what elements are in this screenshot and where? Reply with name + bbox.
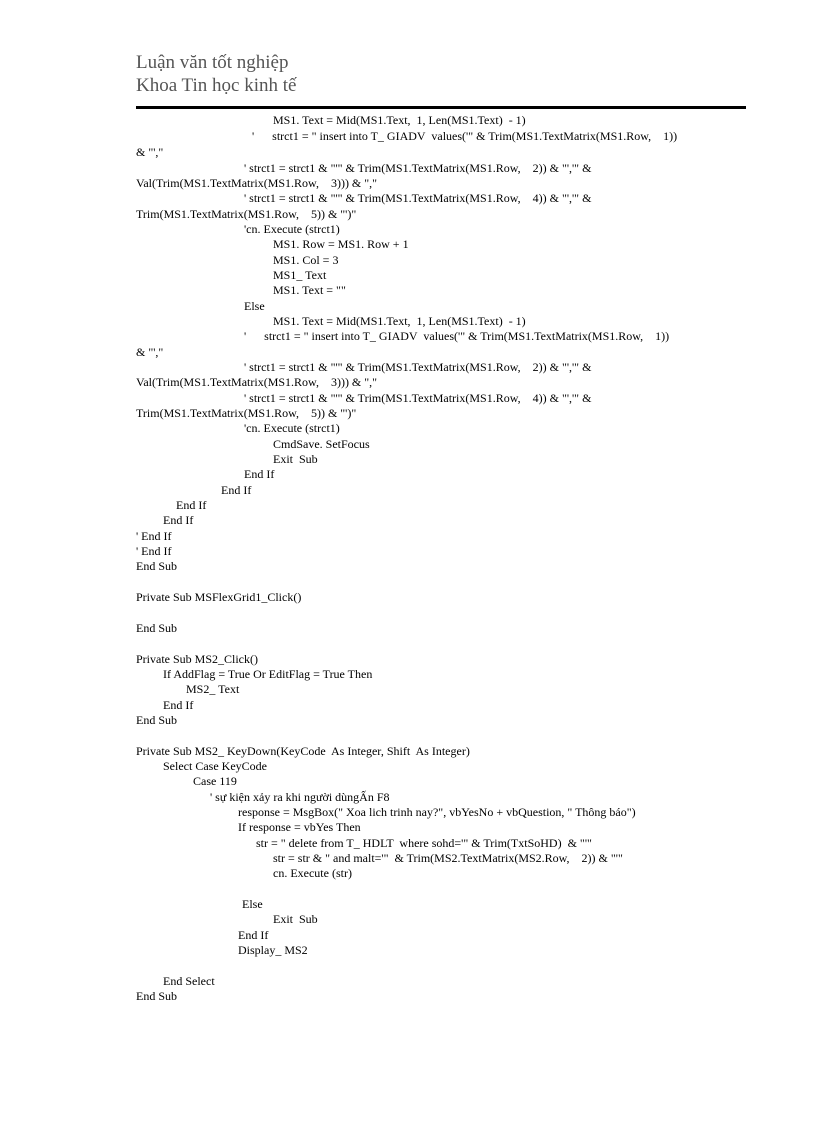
code-line: Exit Sub <box>273 452 318 466</box>
code-line: str = " delete from T_ HDLT where sohd='" & Trim(TxtSoHD) & "'" <box>256 836 592 850</box>
code-line: Trim(MS1.TextMatrix(MS1.Row, 5)) & "')" <box>136 406 357 420</box>
code-line: Private Sub MSFlexGrid1_Click() <box>136 590 302 604</box>
code-line: cn. Execute (str) <box>273 866 352 880</box>
code-line: End Sub <box>136 621 178 635</box>
code-line: & "'," <box>136 145 164 159</box>
code-line: ' strct1 = strct1 & "'" & Trim(MS1.TextMatrix(MS1.Row, 2)) & "','" & <box>244 360 592 374</box>
code-line: Exit Sub <box>273 912 318 926</box>
code-line: End Sub <box>136 713 178 727</box>
code-line: MS2_ Text <box>186 682 240 696</box>
code-line: MS1. Text = Mid(MS1.Text, 1, Len(MS1.Text) - 1) <box>273 113 526 127</box>
code-line: str = str & " and malt='" & Trim(MS2.TextMatrix(MS2.Row, 2)) & "'" <box>273 851 623 865</box>
code-line: If response = vbYes Then <box>238 820 361 834</box>
code-line: Case 119 <box>193 774 237 788</box>
code-line: ' strct1 = strct1 & "'" & Trim(MS1.TextMatrix(MS1.Row, 4)) & "','" & <box>244 391 592 405</box>
code-line: Else <box>244 299 265 313</box>
code-line: CmdSave. SetFocus <box>273 437 370 451</box>
code-line: ' End If <box>136 544 172 558</box>
code-line: End If <box>176 498 207 512</box>
code-line: MS1. Text = Mid(MS1.Text, 1, Len(MS1.Text) - 1) <box>273 314 526 328</box>
code-line: End Select <box>163 974 215 988</box>
code-line: ' strct1 = " insert into T_ GIADV values('" & Trim(MS1.TextMatrix(MS1.Row, 1)) <box>252 129 678 143</box>
code-line: MS1_ Text <box>273 268 327 282</box>
code-line: ' sự kiện xảy ra khi người dùngẤn F8 <box>210 790 390 804</box>
code-line: Private Sub MS2_Click() <box>136 652 258 666</box>
code-line: ' End If <box>136 529 172 543</box>
code-line: End If <box>238 928 269 942</box>
code-line: 'cn. Execute (strct1) <box>244 421 340 435</box>
code-line: Select Case KeyCode <box>163 759 267 773</box>
code-line: Val(Trim(MS1.TextMatrix(MS1.Row, 3))) & "," <box>136 176 378 190</box>
code-line: End If <box>163 513 194 527</box>
code-line: End If <box>221 483 252 497</box>
code-line: End If <box>244 467 275 481</box>
code-line: End Sub <box>136 559 178 573</box>
code-line: Val(Trim(MS1.TextMatrix(MS1.Row, 3))) & "," <box>136 375 378 389</box>
code-line: ' strct1 = " insert into T_ GIADV values('" & Trim(MS1.TextMatrix(MS1.Row, 1)) <box>244 329 670 343</box>
header-rule <box>136 106 746 109</box>
code-line: MS1. Row = MS1. Row + 1 <box>273 237 409 251</box>
header-thesis-title: Luận văn tốt nghiệp <box>136 52 289 73</box>
code-line: Display_ MS2 <box>238 943 308 957</box>
code-line: Trim(MS1.TextMatrix(MS1.Row, 5)) & "')" <box>136 207 357 221</box>
code-line: & "'," <box>136 345 164 359</box>
code-line: 'cn. Execute (strct1) <box>244 222 340 236</box>
code-line: Private Sub MS2_ KeyDown(KeyCode As Integer, Shift As Integer) <box>136 744 470 758</box>
code-line: response = MsgBox(" Xoa lich trinh nay?", vbYesNo + vbQuestion, " Thông báo") <box>238 805 636 819</box>
code-line: ' strct1 = strct1 & "'" & Trim(MS1.TextMatrix(MS1.Row, 2)) & "','" & <box>244 161 592 175</box>
code-line: End If <box>163 698 194 712</box>
code-line: If AddFlag = True Or EditFlag = True Then <box>163 667 373 681</box>
code-line: MS1. Text = "" <box>273 283 346 297</box>
code-line: End Sub <box>136 989 178 1003</box>
header-faculty: Khoa Tin học kinh tế <box>136 75 297 96</box>
code-line: Else <box>242 897 263 911</box>
code-line: MS1. Col = 3 <box>273 253 339 267</box>
code-line: ' strct1 = strct1 & "'" & Trim(MS1.TextMatrix(MS1.Row, 4)) & "','" & <box>244 191 592 205</box>
